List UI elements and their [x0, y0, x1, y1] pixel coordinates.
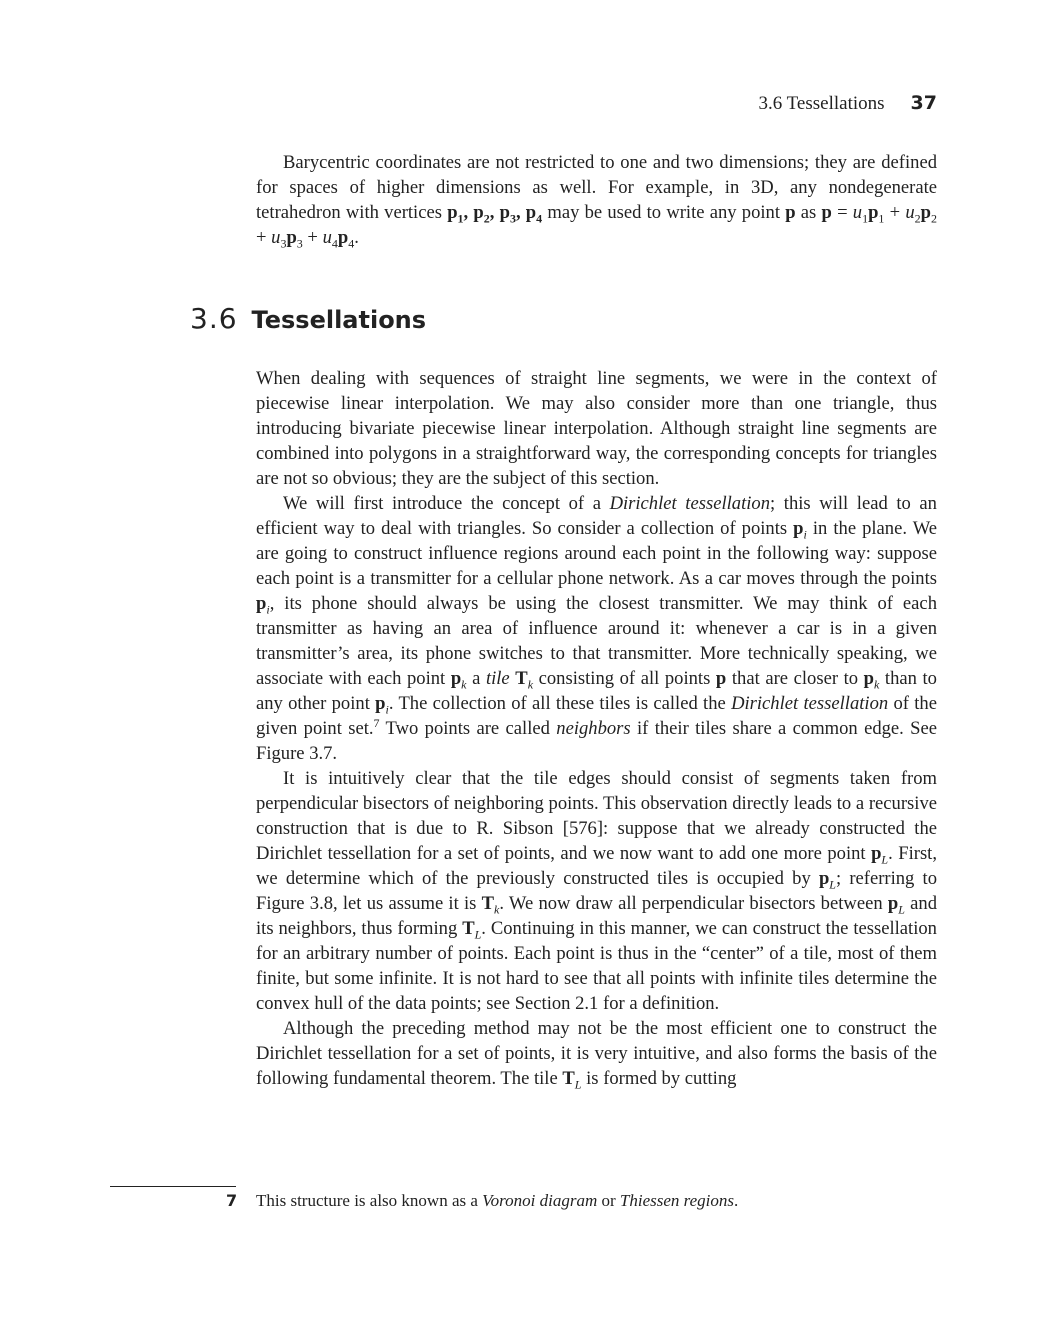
page-number: 37: [910, 92, 937, 114]
vertices-list: $p_1$, $p_2$, $p_3$, $p_4$: [447, 202, 543, 226]
footnote-ref[interactable]: 7: [373, 715, 380, 730]
section-title: Tessellations: [251, 306, 427, 334]
barycentric-equation: $p = u_1p_1 + u_2p_2 + u_3p_3 + u_4p_4$.: [256, 202, 937, 251]
section-number: 3.6: [190, 302, 238, 335]
footnote-number: 7: [226, 1191, 238, 1210]
paragraph-2: We will first introduce the concept of a Dirichlet tessellation; this will lead to an efficient way to deal with triangles. So consider a collection of points $p_i$ in the plane. We are going to construct influence regions around each point in the following way: suppose each point is a transmitter for a cellular phone network. As a car moves through the points $p_i$, its phone should always be using the closest transmitter. We may think of each transmitter as having an area of influence around it: whenever a car is in a given transmitter’s area, its phone switches to that transmitter. More technically speaking, we associate with each point $p_k$ a tile $T_k$ consisting of all points p that are closer to $p_k$ than to any other point $p_i$. The collection of all these tiles is called the Dirichlet tessellation of the given point set.$^7$ Two points are called neighbors if their tiles share a common edge. See Figure 3.7.: [256, 493, 938, 764]
running-head: [759, 92, 938, 115]
section-body: [256, 366, 937, 1091]
footnote-divider: [110, 1186, 236, 1187]
running-head-section: 3.6 Tessellations: [758, 93, 885, 114]
intro-paragraph: Barycentric coordinates are not restricted to one and two dimensions; they are defined for spaces of higher dimensions as well. For example, in 3D, any nondegenerate tetrahedron with vertices $p_1$, $p_2$, $p_3$, $p_4$ may be used to write any point p as $p = u_1p_1 + u_2p_2 + u_3p_3 + u_4p_4$.: [256, 152, 937, 251]
footnote: 7 This structure is also known as a Voronoi diagram or Thiessen regions.: [226, 1189, 926, 1213]
section-heading: [190, 302, 426, 335]
paragraph-3: It is intuitively clear that the tile edges should consist of segments taken from perpendicular bisectors of neighboring points. This observation directly leads to a recursive construction that is due to R. Sibson [576]: suppose that we already constructed the Dirichlet tessellation for a set of points, and we now want to add one more point $p_L$. First, we determine which of the previously constructed tiles is occupied by $p_L$; referring to Figure 3.8, let us assume it is $T_k$. We now draw all perpendicular bisectors between $p_L$ and its neighbors, thus forming $T_L$. Continuing in this manner, we can construct the tessellation for an arbitrary number of points. Each point is thus in the “center” of a tile, most of them finite, but some infinite. It is not hard to see that all points with infinite tiles determine the convex hull of the data points; see Section 2.1 for a definition.: [256, 768, 937, 1014]
paragraph-4: Although the preceding method may not be the most efficient one to construct the Dirichlet tessellation for a set of points, it is very intuitive, and also forms the basis of the following fundamental theorem. The tile $T_L$ is formed by cutting: [256, 1018, 937, 1092]
paragraph-1: When dealing with sequences of straight line segments, we were in the context of piecewise linear interpolation. We may also consider more than one triangle, thus introducing bivariate piecewise linear interpolation. Although straight line segments are combined into polygons in a straightforward way, the corresponding concepts for triangles are not so obvious; they are the subject of this section.: [256, 368, 937, 489]
